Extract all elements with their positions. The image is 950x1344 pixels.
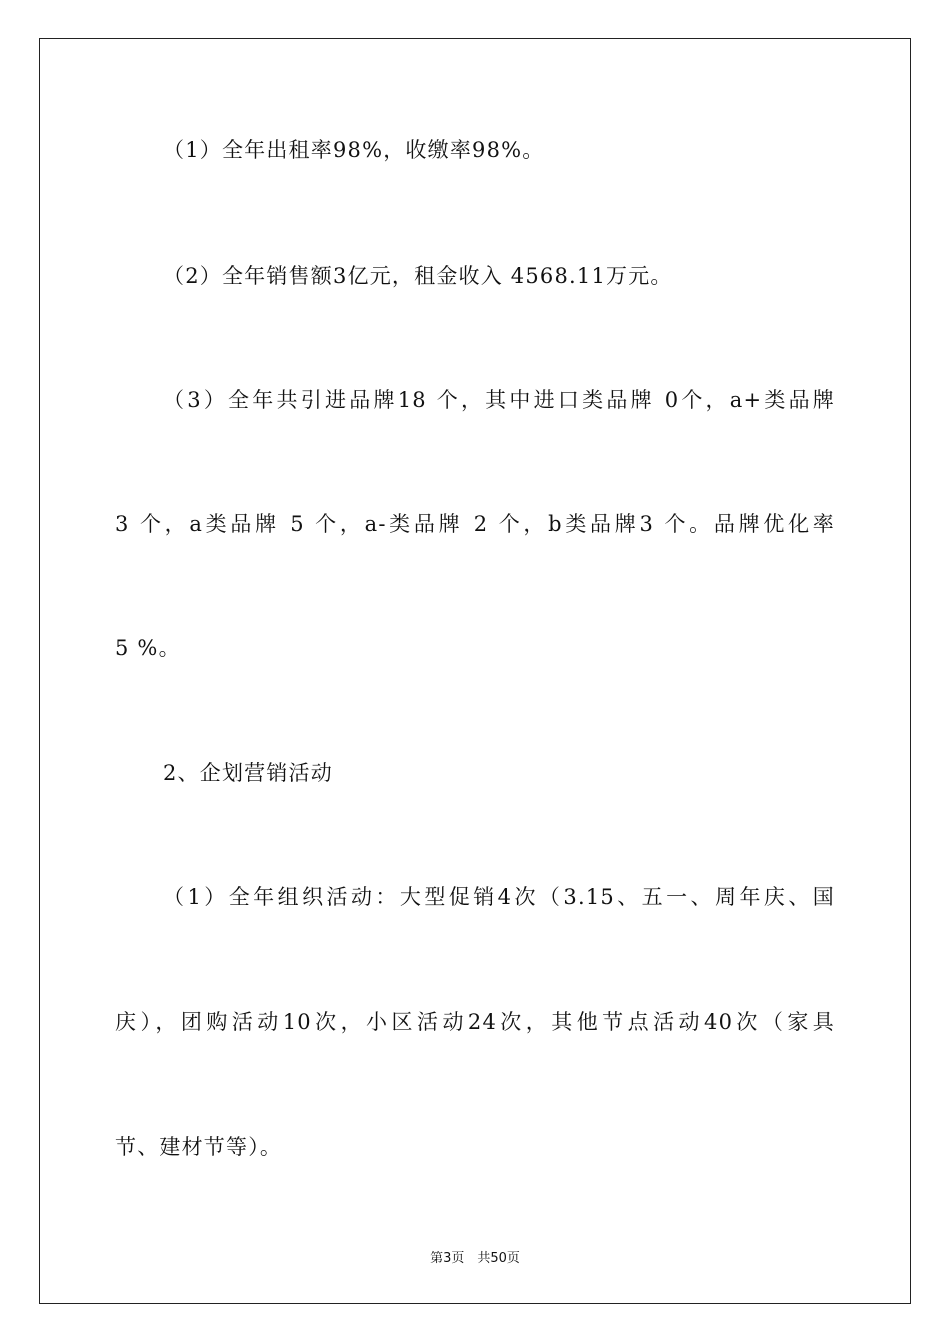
paragraph-line-1: （1）全年出租率98%，收缴率98%。 — [163, 138, 545, 162]
paragraph-line-3: （3）全年共引进品牌18 个，其中进口类品牌 0个，a+类品牌 — [163, 388, 835, 412]
page-border — [39, 38, 911, 1304]
paragraph-line-4: 3 个，a类品牌 5 个，a-类品牌 2 个，b类品牌3 个。品牌优化率 — [115, 512, 835, 536]
paragraph-line-8: 节、建材节等）。 — [115, 1135, 283, 1159]
paragraph-line-5: 5 %。 — [115, 636, 181, 660]
page-number-footer: 第3页 共50页 — [430, 1251, 520, 1266]
section-heading: 2、企划营销活动 — [163, 761, 333, 785]
paragraph-line-7: 庆），团购活动10次，小区活动24次，其他节点活动40次（家具 — [115, 1010, 835, 1034]
paragraph-line-2: （2）全年销售额3亿元，租金收入 4568.11万元。 — [163, 264, 673, 288]
paragraph-line-6: （1）全年组织活动：大型促销4次（3.15、五一、周年庆、国 — [163, 885, 835, 909]
